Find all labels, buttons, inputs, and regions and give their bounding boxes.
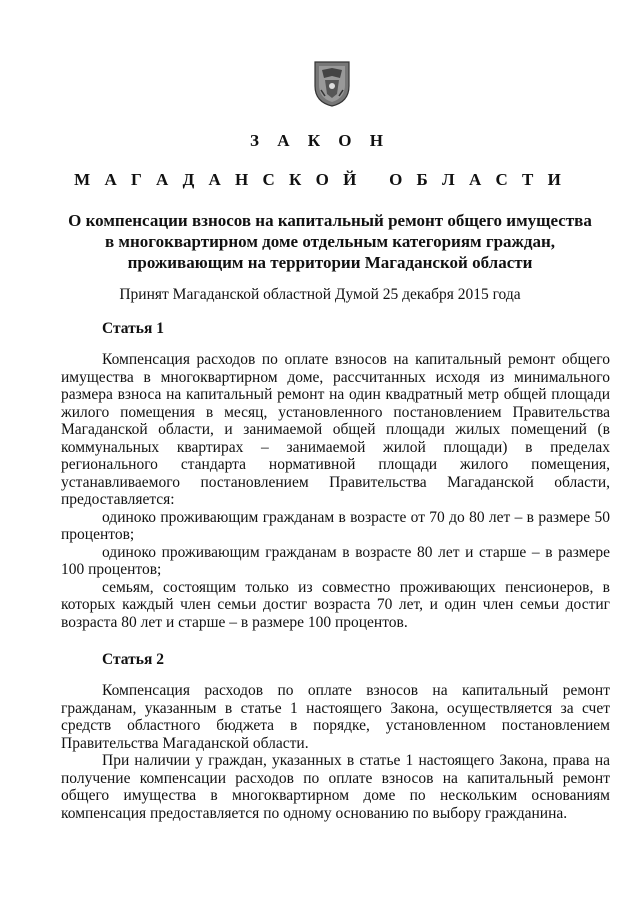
article-2-body xyxy=(61,682,610,822)
document-type-title: З А К О Н xyxy=(249,131,391,150)
article-1-heading: Статья 1 xyxy=(102,320,164,337)
paragraph: При наличии у граждан, указанных в статье 1 настоящего Закона, права на получение компенсации расходов по оплате взносов на капитальный ремонт общего имущества в многоквартирном доме по нескольким основаниям компенсация предоставляется по одному основанию по выбору гражданина. xyxy=(61,752,610,822)
paragraph: Компенсация расходов по оплате взносов на капитальный ремонт гражданам, указанным в статье 1 настоящего Закона, осуществляется за счет средств областного бюджета в порядке, установленном постановлением Правительства Магаданской области. xyxy=(61,682,610,752)
subject-line: О компенсации взносов на капитальный ремонт общего имущества xyxy=(68,211,592,230)
subject-line: проживающим на территории Магаданской области xyxy=(127,253,533,272)
article-2-heading: Статья 2 xyxy=(102,651,164,668)
magadan-coat-of-arms-icon xyxy=(313,60,351,108)
adoption-note: Принят Магаданской областной Думой 25 декабря 2015 года xyxy=(119,286,521,303)
law-subject xyxy=(60,210,600,273)
paragraph: одиноко проживающим гражданам в возрасте 80 лет и старше – в размере 100 процентов; xyxy=(61,543,610,578)
paragraph: Компенсация расходов по оплате взносов на капитальный ремонт общего имущества в многоквартирном доме, рассчитанных исходя из минимального размера взноса на капитальный ремонт на один квадратный метр общей площади жилого помещения в месяц, установленного постановлением Правительства Магаданской области, и занимаемой общей площади жилых помещений (в коммунальных квартирах – занимаемой жилой площади) в пределах регионального стандарта нормативной площади жилого помещения, устанавливаемого постановлением Правительства Магаданской области, предоставляется: xyxy=(61,351,610,508)
paragraph: одиноко проживающим гражданам в возрасте от 70 до 80 лет – в размере 50 процентов; xyxy=(61,508,610,543)
article-1-body xyxy=(61,351,610,631)
subject-line: в многоквартирном доме отдельным категориям граждан, xyxy=(104,232,556,251)
paragraph: семьям, состоящим только из совместно проживающих пенсионеров, в которых каждый член семьи достиг возраста 70 лет, и один член семьи достиг возраста 80 лет и старше – в размере 100 процентов. xyxy=(61,578,610,631)
region-title: М А Г А Д А Н С К О Й О Б Л А С Т И xyxy=(74,170,566,189)
